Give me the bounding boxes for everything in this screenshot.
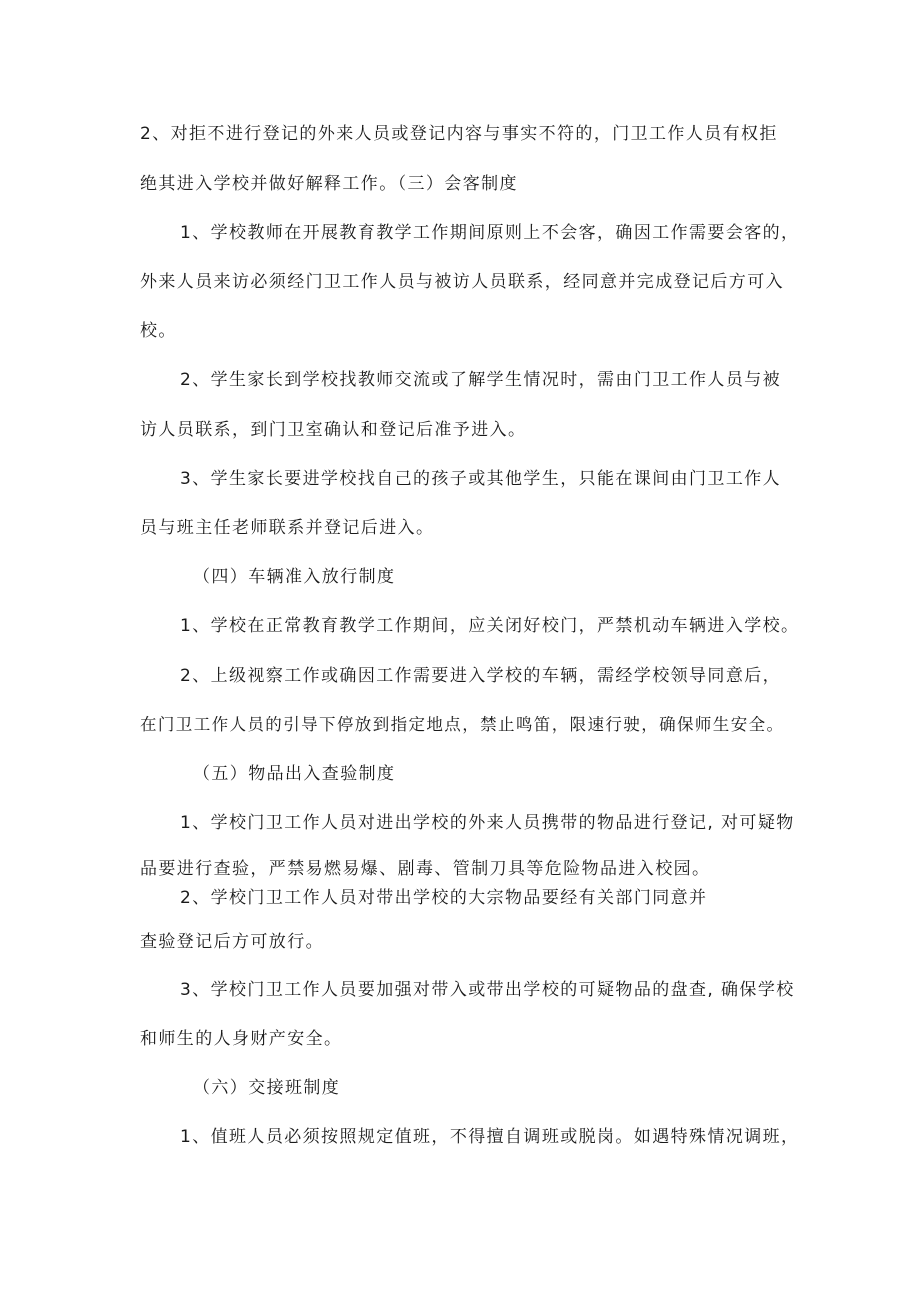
text-line: 1、学校在正常教育教学工作期间，应关闭好校门，严禁机动车辆进入学校。 [180, 616, 800, 636]
text-line: 访人员联系，到门卫室确认和登记后准予进入。 [140, 420, 527, 440]
text-line: 3、学生家长要进学校找自己的孩子或其他学生，只能在课间由门卫工作人 [180, 469, 782, 489]
text-line: 2、上级视察工作或确因工作需要进入学校的车辆，需经学校领导同意后， [180, 666, 782, 686]
section-heading: （四）车辆准入放行制度 [193, 567, 396, 587]
text-line: 在门卫工作人员的引导下停放到指定地点，禁止鸣笛，限速行驶，确保师生安全。 [140, 715, 785, 734]
text-line: 1、值班人员必须按照规定值班，不得擅自调班或脱岗。如遇特殊情况调班， [180, 1127, 800, 1147]
text-line: 校。 [140, 321, 177, 341]
text-line: 和师生的人身财产安全。 [140, 1029, 343, 1049]
text-line: 外来人员来访必须经门卫工作人员与被访人员联系，经同意并完成登记后方可入 [140, 272, 784, 292]
text-line: 2、学校门卫工作人员对带出学校的大宗物品要经有关部门同意并 [180, 888, 708, 908]
text-line: 员与班主任老师联系并登记后进入。 [140, 518, 435, 538]
text-line: 3、学校门卫工作人员要加强对带入或带出学校的可疑物品的盘查, 确保学校 [180, 980, 795, 1000]
text-line: 品要进行查验，严禁易燃易爆、剧毒、管制刀具等危险物品进入校园。 [140, 859, 711, 879]
text-line: 1、学校教师在开展教育教学工作期间原则上不会客，确因工作需要会客的， [180, 223, 800, 243]
text-line: 绝其进入学校并做好解释工作。（三）会客制度 [140, 174, 518, 194]
text-line: 2、学生家长到学校找教师交流或了解学生情况时，需由门卫工作人员与被 [180, 370, 782, 390]
section-heading: （六）交接班制度 [193, 1078, 341, 1098]
section-heading: （五）物品出入查验制度 [193, 764, 396, 784]
text-line: 1、学校门卫工作人员对进出学校的外来人员携带的物品进行登记, 对可疑物 [180, 813, 795, 833]
text-line: 2、对拒不进行登记的外来人员或登记内容与事实不符的，门卫工作人员有权拒 [140, 124, 778, 144]
text-line: 查验登记后方可放行。 [140, 932, 324, 952]
